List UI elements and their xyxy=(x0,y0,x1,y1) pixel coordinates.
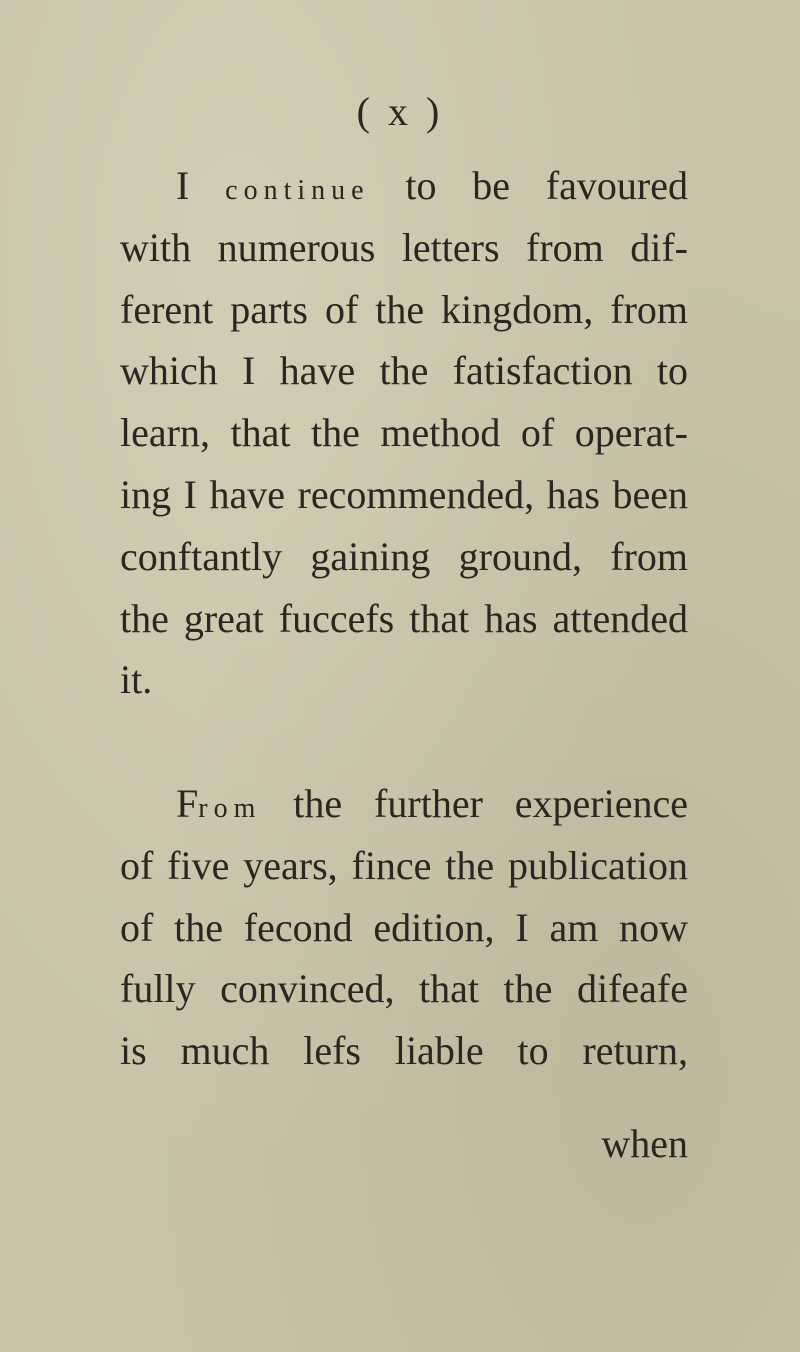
paragraph-2-lead-caps: rom xyxy=(198,792,262,824)
paragraph-1-line-3: ferent parts of the kingdom, from xyxy=(120,286,688,332)
catchword: when xyxy=(601,1121,688,1166)
paragraph-2-line-3: of the fecond edition, I am now xyxy=(120,904,688,950)
body-text xyxy=(120,155,688,1082)
paragraph-2-line-1 xyxy=(120,773,688,835)
paragraph-2-line-2: of five years, fince the publication xyxy=(120,842,688,888)
paragraph-gap xyxy=(120,711,688,773)
paragraph-1-line-2: with numerous letters from dif- xyxy=(120,224,688,270)
paragraph-1-line-8: the great fuccefs that has attended xyxy=(120,595,688,641)
paragraph-1-line-1 xyxy=(120,155,688,217)
paragraph-1-lead: I xyxy=(176,163,190,208)
paragraph-1-line-4: which I have the fatisfaction to xyxy=(120,348,688,394)
paragraph-1-lead-caps: continue xyxy=(225,175,370,206)
paragraph-1-line-5: learn, that the method of operat- xyxy=(120,410,688,456)
paragraph-1-line-6: ing I have recommended, has been xyxy=(120,471,688,517)
paragraph-1-line-1-rest: to be favoured xyxy=(405,163,689,208)
paragraph-2-line-1-rest: the further experience xyxy=(293,780,689,826)
page-number: ( x ) xyxy=(356,89,444,134)
paragraph-1-line-7: conftantly gaining ground, from xyxy=(120,533,688,579)
paragraph-2-lead: F xyxy=(176,780,199,826)
paragraph-1-line-9: it. xyxy=(120,657,153,703)
paragraph-2-line-4: fully convinced, that the difeafe xyxy=(120,966,688,1012)
paragraph-2-line-5: is much lefs liable to return, xyxy=(120,1028,688,1074)
